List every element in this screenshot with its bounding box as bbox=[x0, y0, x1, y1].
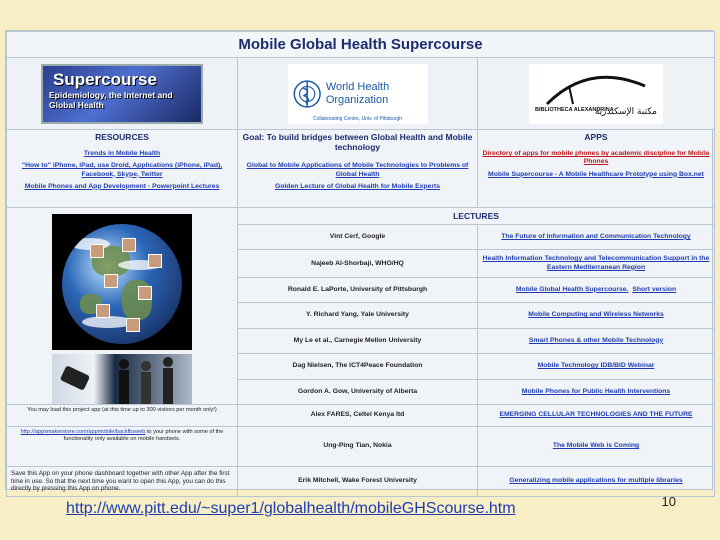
lecture-link-short-version[interactable]: Short version bbox=[632, 285, 677, 293]
apps-link-mobile-supercourse[interactable]: Mobile Supercourse - A Mobile Healthcare Prototype using Box.net bbox=[488, 170, 704, 178]
lecture-link[interactable]: The Mobile Web is Coming bbox=[552, 442, 640, 450]
course-url-link[interactable]: http://www.pitt.edu/~super1/globalhealth/mobileGHScourse.htm bbox=[66, 500, 516, 517]
apps-cell bbox=[478, 130, 715, 208]
lecture-speaker: My Le et al., Carnegie Mellon University bbox=[238, 328, 478, 353]
app-load-note bbox=[10, 407, 234, 414]
bibalex-logo-cell bbox=[478, 58, 715, 130]
lecture-link[interactable]: Mobile Global Health Supercourse. bbox=[515, 285, 629, 293]
lecture-speaker: Y. Richard Yang, Yale University bbox=[238, 303, 478, 328]
bibalex-logo-name: BIBLIOTHECA ALEXANDRINA bbox=[535, 106, 614, 113]
lecture-link[interactable]: Generalizing mobile applications for multiple libraries bbox=[509, 477, 683, 485]
goal-header: Goal: To build bridges between Global Health and Mobile technology bbox=[242, 132, 473, 153]
save-app-note: Save this App on your phone dashboard together with other App after the first time in use. So that the next time you want to open this App, you can do this directly by pressing this App on phone. bbox=[7, 467, 238, 497]
earth-image bbox=[52, 214, 192, 350]
who-logo-name: World Health Organization bbox=[325, 81, 390, 106]
who-logo-caption: Collaborating Centre, Univ. of Pittsburgh bbox=[312, 115, 403, 122]
supercourse-logo-cell bbox=[7, 58, 238, 130]
app-load-note-cell bbox=[7, 405, 238, 427]
lecture-speaker: Vint Cerf, Google bbox=[238, 224, 478, 249]
lecture-speaker: Dag Nielsen, The ICT4Peace Foundation bbox=[238, 354, 478, 379]
resources-link-powerpoint[interactable]: Mobile Phones and App Development - Powerpoint Lectures bbox=[24, 182, 220, 190]
app-store-link[interactable]: http://appsmakerstore.com/appmobile/backfbsweb bbox=[20, 429, 146, 435]
goal-link-global-to-mobile[interactable]: Global to Mobile Applications of Mobile Technologies to Problems of Global Health bbox=[246, 162, 469, 178]
lecture-link[interactable]: Mobile Computing and Wireless Networks bbox=[528, 311, 664, 319]
resources-link-trends[interactable]: Trends in Mobile Health bbox=[83, 150, 161, 158]
lecture-link[interactable]: Smart Phones & other Mobile Technology bbox=[528, 336, 664, 344]
image-cell bbox=[7, 208, 238, 405]
bibalex-arc-icon bbox=[529, 66, 663, 106]
app-load-note-text: You may load this project app (at this time up to 300 visitors per month only!) bbox=[27, 407, 217, 413]
bibalex-logo-name-arabic: مكتبة الإسكندرية bbox=[594, 106, 657, 117]
lecture-link[interactable]: Mobile Technology IDB/BID Webinar bbox=[537, 362, 655, 370]
resources-header: RESOURCES bbox=[95, 132, 149, 142]
web-page-screenshot bbox=[5, 30, 713, 493]
lecture-link[interactable]: EMERGING CELLULAR TECHNOLOGIES AND THE FUTURE bbox=[499, 411, 693, 419]
people-with-phones-image bbox=[52, 354, 192, 404]
lecture-speaker: Gordon A. Gow, University of Alberta bbox=[238, 379, 478, 405]
resources-link-how-to[interactable]: "How to" iPhone, iPad, use Droid, Applications (iPhone, iPad), Facebook, Skype, Twitter bbox=[21, 162, 223, 178]
supercourse-table bbox=[6, 31, 715, 497]
goal-cell bbox=[238, 130, 478, 208]
lecture-link[interactable]: Health Information Technology and Telecommunication Support in the Eastern Mediterranean Region bbox=[482, 255, 710, 271]
lectures-header: LECTURES bbox=[238, 208, 715, 225]
mobile-phone-icon bbox=[56, 360, 96, 400]
apps-link-directory[interactable]: Directory of apps for mobile phones by academic discipline for Mobile Phones bbox=[482, 150, 710, 166]
supercourse-logo-name: Supercourse bbox=[53, 69, 157, 89]
lecture-speaker: Najeeb Al-Shorbaji, WHO/HQ bbox=[238, 250, 478, 278]
lecture-speaker: Erik Mitchell, Wake Forest University bbox=[238, 467, 478, 497]
who-emblem-icon bbox=[292, 74, 322, 114]
who-logo-cell bbox=[238, 58, 478, 130]
lecture-speaker: Alex FARES, Celtel Kenya ltd bbox=[238, 405, 478, 427]
apps-header: APPS bbox=[584, 132, 608, 142]
people-silhouettes-icon bbox=[110, 354, 190, 404]
bibalex-logo[interactable] bbox=[529, 64, 663, 124]
resources-cell bbox=[7, 130, 238, 208]
lecture-link[interactable]: Mobile Phones for Public Health Interventions bbox=[521, 387, 671, 395]
page-number: 10 bbox=[661, 494, 676, 509]
app-link-note bbox=[10, 429, 234, 442]
who-logo[interactable] bbox=[288, 64, 428, 124]
page-title: Mobile Global Health Supercourse bbox=[7, 32, 715, 58]
lecture-link[interactable]: The Future of Information and Communication Technology bbox=[501, 232, 691, 240]
goal-link-golden-lecture[interactable]: Golden Lecture of Global Health for Mobile Experts bbox=[274, 182, 441, 190]
app-load-note-suffix: to your phone with some of the functionality only available on mobile handsets. bbox=[63, 429, 224, 442]
lecture-speaker: Ronald E. LaPorte, University of Pittsburgh bbox=[238, 277, 478, 302]
lecture-speaker: Ung-Ping Tian, Nokia bbox=[238, 427, 478, 467]
app-link-cell bbox=[7, 427, 238, 467]
supercourse-logo-tagline: Epidemiology, the Internet and Global Health bbox=[49, 89, 173, 110]
supercourse-logo[interactable] bbox=[41, 64, 203, 124]
